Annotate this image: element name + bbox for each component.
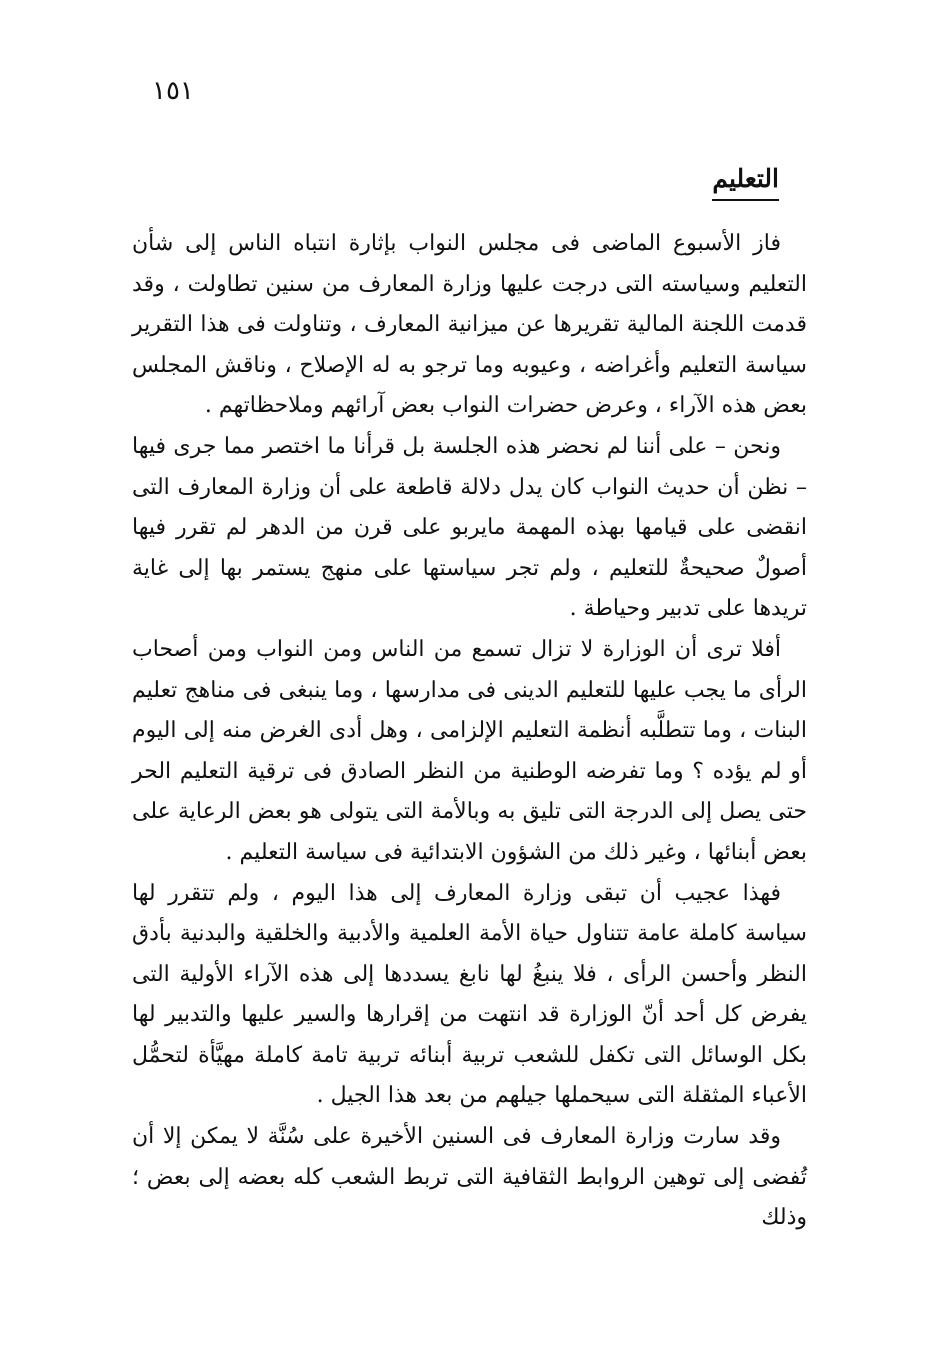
page-number: ١٥١ bbox=[152, 76, 194, 106]
paragraph-2: ونحن – على أننا لم نحضر هذه الجلسة بل قرأنا ما اختصر مما جرى فيها – نظن أن حديث النواب كان يدل دلالة قاطعة على أن وزارة المعارف التى انقضى على قيامها بهذه المهمة مايربو على قرن من الدهر لم تقرر فيها أصولٌ صحيحةٌ للتعليم ، ولم تجر سياستها على منهج يستمر بها إلى غاية تريدها على تدبير وحياطة . bbox=[132, 433, 807, 622]
paragraph-4: فهذا عجيب أن تبقى وزارة المعارف إلى هذا اليوم ، ولم تتقرر لها سياسة كاملة عامة تتناول حياة الأمة العلمية والأدبية والخلقية والبدنية بأدق النظر وأحسن الرأى ، فلا ينبغُ لها نابغ يسددها إلى هذه الآراء الأولية التى يفرض كل أحد أنّ الوزارة قد انتهت من إقرارها والسير عليها والتدبير لها بكل الوسائل التى تكفل للشعب تربية أبنائه تربية تامة كاملة مهيَّأة لتحمُّل الأعباء المثقلة التى سيحملها جيلهم من بعد هذا الجيل . bbox=[132, 880, 807, 1109]
article-body bbox=[132, 224, 807, 1239]
paragraph-1: فاز الأسبوع الماضى فى مجلس النواب بإثارة انتباه الناس إلى شأن التعليم وسياسته التى درجت عليها وزارة المعارف من سنين تطاولت ، وقد قدمت اللجنة المالية تقريرها عن ميزانية المعارف ، وتناولت فى هذا التقرير سياسة التعليم وأغراضه ، وعيوبه وما ترجو به له الإصلاح ، وناقش المجلس بعض هذه الآراء ، وعرض حضرات النواب بعض آرائهم وملاحظاتهم . bbox=[132, 231, 807, 419]
section-title: التعليم bbox=[712, 164, 779, 201]
paragraph-5: وقد سارت وزارة المعارف فى السنين الأخيرة على سُنَّة لا يمكن إلا أن تُفضى إلى توهين الروابط الثقافية التى تربط الشعب كله بعضه إلى بعض ؛ وذلك bbox=[132, 1124, 807, 1231]
paragraph-3: أفلا ترى أن الوزارة لا تزال تسمع من الناس ومن النواب ومن أصحاب الرأى ما يجب عليها للتعليم الدينى فى مدارسها ، وما ينبغى فى مناهج تعليم البنات ، وما تتطلَّبه أنظمة التعليم الإلزامى ، وهل أدى الغرض منه إلى اليوم أو لم يؤده ؟ وما تفرضه الوطنية من النظر الصادق فى ترقية التعليم الحر حتى يصل إلى الدرجة التى تليق به وبالأمة التى يتولى هو بعض الرعاية على بعض أبنائها ، وغير ذلك من الشؤون الابتدائية فى سياسة التعليم . bbox=[132, 636, 807, 865]
